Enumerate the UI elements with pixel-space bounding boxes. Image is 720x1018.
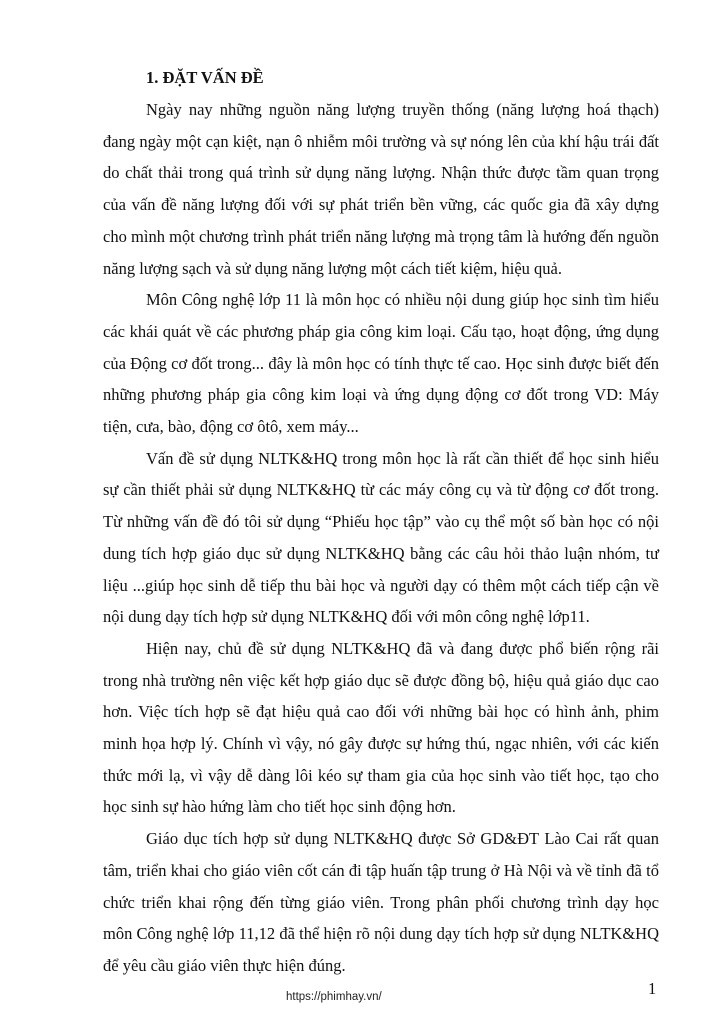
paragraph-nltk-usage: Vấn đề sử dụng NLTK&HQ trong môn học là rất cần thiết để học sinh hiểu sự cần thiết phải sử dụng NLTK&HQ từ các máy công cụ và từ động cơ đốt trong. Từ những vấn đề đó tôi sử dụng “Phiếu học tập” vào cụ thể một số bàn học có nội dung tích hợp giáo dục sử dụng NLTK&HQ bằng các câu hỏi thảo luận nhóm, tư liệu ...giúp học sinh dễ tiếp thu bài học và người dạy có thêm một cách tiếp cận về nội dung dạy tích hợp sử dụng NLTK&HQ đối với môn công nghệ lớp11.	[103, 448, 659, 627]
page-number: 1	[648, 979, 657, 998]
section-heading: 1. ĐẶT VẤN ĐỀ	[146, 68, 264, 87]
document-body	[103, 62, 659, 982]
paragraph-department-support: Giáo dục tích hợp sử dụng NLTK&HQ được Sở GD&ĐT Lào Cai rất quan tâm, triển khai cho giáo viên cốt cán đi tập huấn tập trung ở Hà Nội và về tỉnh đã tổ chức triển khai rộng đến từng giáo viên. Trong phân phối chương trình dạy học môn Công nghệ lớp 11,12 đã thể hiện rõ nội dung dạy tích hợp sử dụng NLTK&HQ để yêu cầu giáo viên thực hiện đúng.	[103, 829, 659, 975]
paragraph-energy-context: Ngày nay những nguồn năng lượng truyền thống (năng lượng hoá thạch) đang ngày một cạn kiệt, nạn ô nhiễm môi trường và sự nóng lên của khí hậu trái đất do chất thải trong quá trình sử dụng năng lượng. Nhận thức được tầm quan trọng của vấn đề năng lượng đối với sự phát triển bền vững, các quốc gia đã xây dựng cho mình một chương trình phát triển năng lượng mà trọng tâm là hướng đến nguồn năng lượng sạch và sử dụng năng lượng một cách tiết kiệm, hiệu quả.	[103, 100, 659, 278]
footer-url: https://phimhay.vn/	[286, 991, 382, 1003]
paragraph-subject-overview: Môn Công nghệ lớp 11 là môn học có nhiều nội dung giúp học sinh tìm hiểu các khái quát về các phương pháp gia công kim loại. Cấu tạo, hoạt động, ứng dụng của Động cơ đốt trong... đây là môn học có tính thực tế cao. Học sinh được biết đến những phương pháp gia công kim loại và ứng dụng động cơ đốt trong VD: Máy tiện, cưa, bào, động cơ ôtô, xem máy...	[103, 290, 659, 437]
paragraph-current-status: Hiện nay, chủ đề sử dụng NLTK&HQ đã và đang được phổ biến rộng rãi trong nhà trường nên việc kết hợp giáo dục sẽ được đồng bộ, hiệu quả giáo dục cao hơn. Việc tích hợp sẽ đạt hiệu quả cao đối với những bài học có hình ảnh, phim minh họa hợp lý. Chính vì vậy, nó gây được sự hứng thú, ngạc nhiên, với các kiến thức mới lạ, vì vậy dễ dàng lôi kéo sự tham gia của học sinh vào tiết học, tạo cho học sinh sự hào hứng làm cho tiết học sinh động hơn.	[103, 638, 659, 817]
